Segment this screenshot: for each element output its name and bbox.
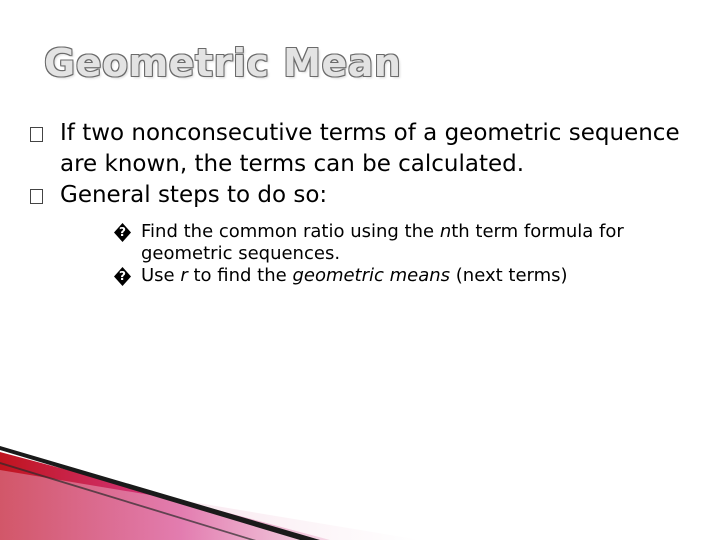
slide-title: Geometric Mean xyxy=(44,41,402,85)
swoosh-fade-band xyxy=(0,470,420,540)
sub-bullet-text: th term formula for geometric sequences. xyxy=(141,221,624,264)
bullet-text: General steps to do so: xyxy=(60,182,328,208)
sub-bullet-italic: geometric means xyxy=(292,265,451,286)
sub-bullet-text: Find the common ratio using the xyxy=(141,221,440,242)
bullet-text: If two nonconsecutive terms of a geometric sequence are known, the terms can be calculated. xyxy=(60,120,680,177)
sub-bullet-text: Use xyxy=(141,265,181,286)
sub-bullet-italic: n xyxy=(439,221,452,242)
sub-bullet-text: to find the xyxy=(187,265,293,286)
sub-bullet-italic: r xyxy=(180,265,188,286)
sub-bullet-text: (next terms) xyxy=(450,265,568,286)
